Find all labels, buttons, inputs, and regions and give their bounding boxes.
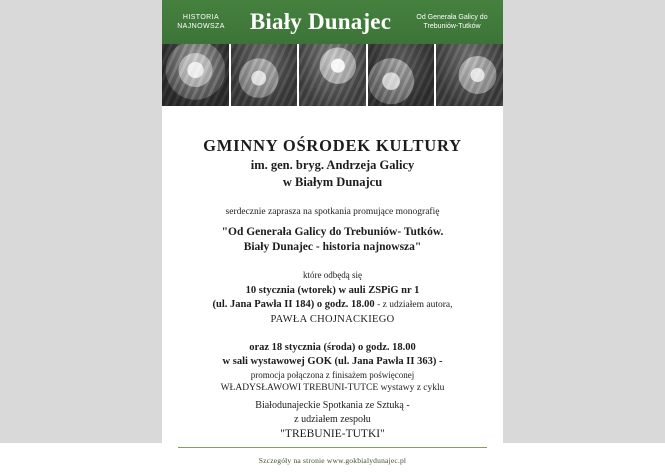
photo-highlander-group-4 (368, 44, 435, 106)
poster-sheet (162, 0, 503, 465)
photo-highlander-group-1 (162, 44, 229, 106)
header-main-title: Biały Dunajec (249, 9, 392, 34)
event-1-author: PAWŁA CHOJNACKIEGO (270, 314, 395, 325)
photo-strip (162, 44, 503, 106)
event-2-note: promocja połączona z finisażem poświęconej (250, 370, 415, 380)
organizer-name: GMINNY OŚRODEK KULTURY (203, 136, 462, 155)
event-1-venue (184, 298, 481, 312)
photo-highlander-group-5 (436, 44, 503, 106)
poster-body (162, 136, 503, 473)
schedule-lead: które odbędą się (303, 270, 362, 280)
organizer-place: w Białym Dunajcu (282, 175, 383, 189)
header-series-label: HISTORIA NAJNOWSZA (177, 14, 225, 30)
page-gutter-left (0, 0, 162, 443)
photo-highlander-group-3 (299, 44, 366, 106)
footer-details: Szczegóły na stronie www.gokbialydunajec.pl (258, 456, 407, 465)
invitation-text: serdecznie zaprasza na spotkania promujące monografię (225, 207, 440, 217)
band-name: "TREBUNIE-TUTKI" (280, 427, 385, 440)
cycle-line-1: Białodunajeckie Spotkania ze Sztuką - (255, 399, 410, 411)
photo-highlander-group-2 (231, 44, 298, 106)
event-2-date: oraz 18 stycznia (środa) o godz. 18.00 (249, 342, 416, 353)
cycle-line-2: z udziałem zespołu (294, 413, 371, 425)
header-subtitle-label: Od Generała Galicy do Trebuniów-Tutków (416, 13, 488, 30)
page-gutter-right (503, 0, 665, 443)
event-1-venue-bold: (ul. Jana Pawła II 184) o godz. 18.00 (212, 299, 375, 310)
event-1-venue-note: - z udziałem autora, (374, 300, 453, 310)
poster-footer (162, 447, 503, 473)
event-1-date: 10 stycznia (wtorek) w auli ZSPiG nr 1 (245, 285, 420, 296)
poster-header (162, 0, 503, 44)
monograph-title-line-2: Biały Dunajec - historia najnowsza" (243, 241, 422, 253)
organizer-patron: im. gen. bryg. Andrzeja Galicy (250, 158, 415, 172)
monograph-title-line-1: "Od Generała Galicy do Trebuniów- Tutków. (221, 226, 444, 238)
event-2-exhibition: WŁADYSŁAWOWI TREBUNI-TUTCE wystawy z cyklu (220, 382, 445, 393)
event-2-venue: w sali wystawowej GOK (ul. Jana Pawła II 363) - (222, 356, 443, 367)
